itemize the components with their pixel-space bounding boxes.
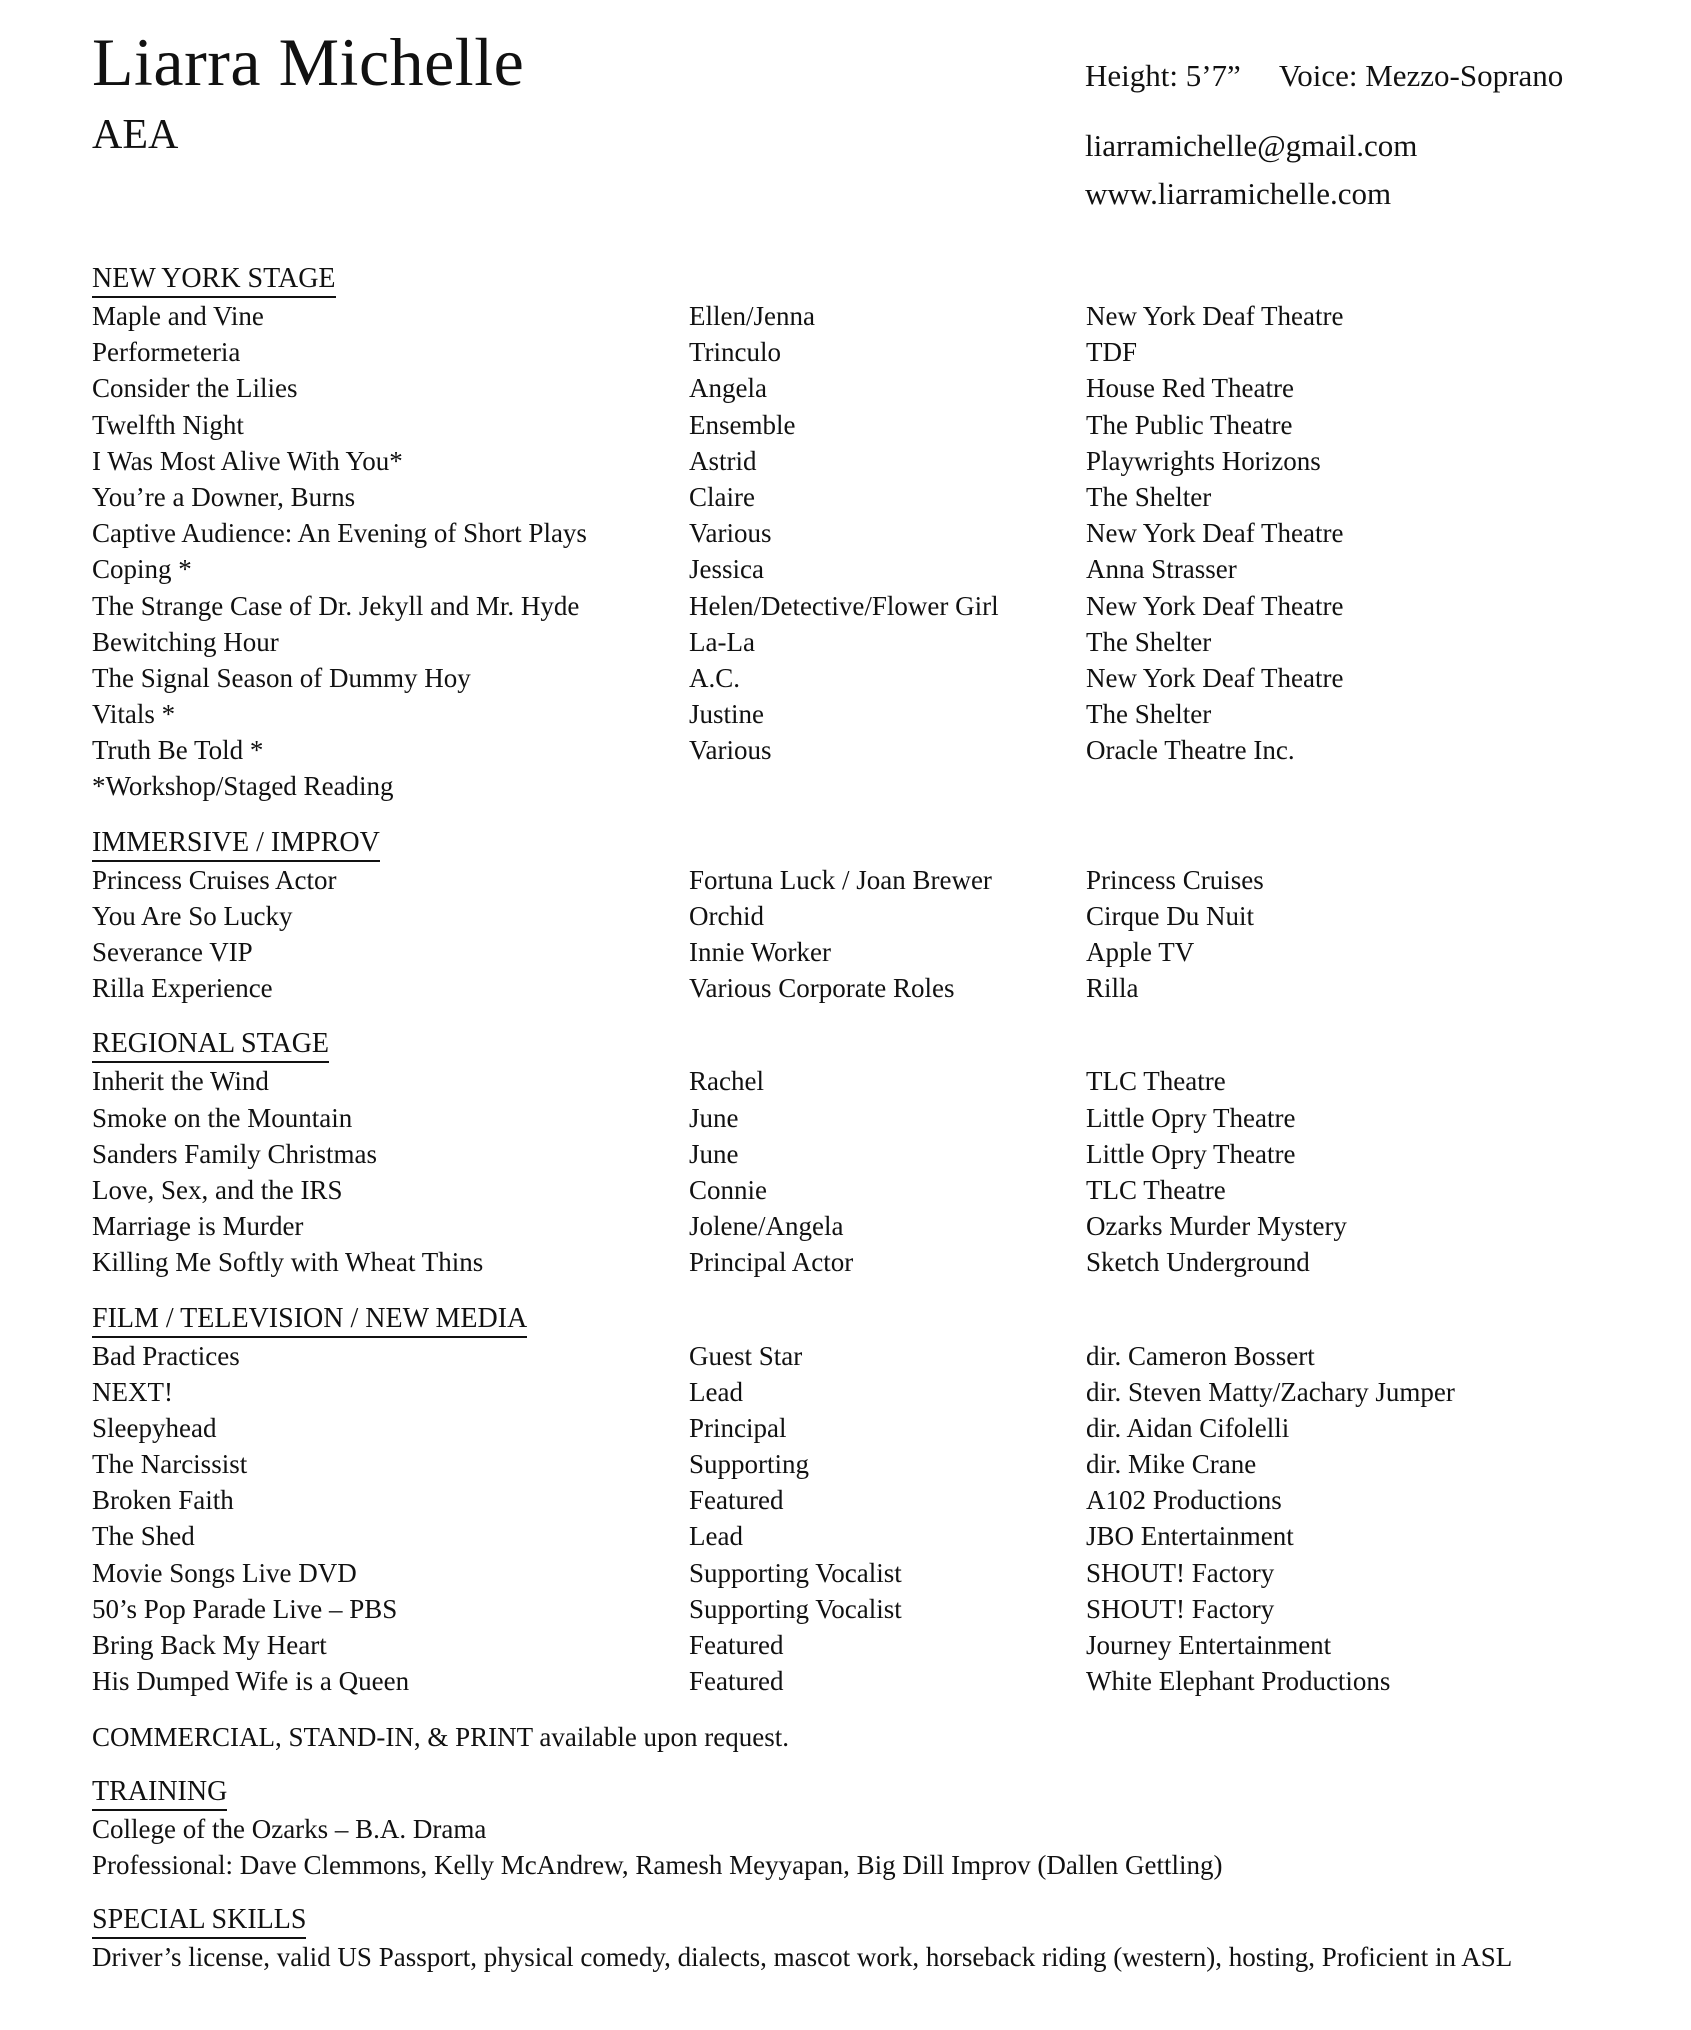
credit-role: Fortuna Luck / Joan Brewer (689, 864, 992, 895)
credit-title: Truth Be Told * (92, 735, 264, 766)
credit-row (92, 443, 1652, 479)
credit-title: The Strange Case of Dr. Jekyll and Mr. Hyde (92, 590, 580, 621)
credit-company: The Shelter (1086, 481, 1212, 512)
credit-row (92, 732, 1652, 768)
credit-company: New York Deaf Theatre (1086, 590, 1344, 621)
resume-body (92, 262, 1652, 1975)
credit-role: Guest Star (689, 1340, 803, 1371)
credit-title: Bad Practices (92, 1340, 240, 1371)
section-heading: FILM / TELEVISION / NEW MEDIA (92, 1302, 527, 1338)
credit-company: dir. Aidan Cifolelli (1086, 1412, 1290, 1443)
regional-stage-section (92, 1027, 1652, 1280)
credit-row (92, 1338, 1652, 1374)
credit-title: Consider the Lilies (92, 373, 298, 404)
email-address[interactable]: liarramichelle@gmail.com (1085, 128, 1418, 163)
credit-row (92, 298, 1652, 334)
credit-row (92, 1591, 1652, 1627)
credit-company: The Public Theatre (1086, 409, 1293, 440)
credit-company: Rilla (1086, 973, 1139, 1004)
credit-role: June (689, 1138, 739, 1169)
credit-title: Princess Cruises Actor (92, 864, 337, 895)
credit-title: NEXT! (92, 1376, 173, 1407)
credit-company: dir. Mike Crane (1086, 1449, 1257, 1480)
credit-company: New York Deaf Theatre (1086, 518, 1344, 549)
vitals-line (1085, 52, 1563, 100)
credit-title: Captive Audience: An Evening of Short Plays (92, 518, 587, 549)
training-line: Professional: Dave Clemmons, Kelly McAndrew, Ramesh Meyyapan, Big Dill Improv (Dallen Gettling) (92, 1850, 1223, 1881)
credit-row (92, 515, 1652, 551)
credit-row (92, 370, 1652, 406)
credit-row (92, 1482, 1652, 1518)
credit-role: Ellen/Jenna (689, 301, 815, 331)
credit-row (92, 660, 1652, 696)
credit-title: Smoke on the Mountain (92, 1102, 353, 1133)
actor-name: Liarra Michelle (92, 24, 525, 100)
special-skills-section (92, 1903, 1652, 1975)
credit-role: Featured (689, 1485, 784, 1516)
voice-type-text: Voice: Mezzo-Soprano (1278, 58, 1564, 93)
credit-company: JBO Entertainment (1086, 1521, 1294, 1552)
credit-title: Performeteria (92, 337, 241, 368)
credit-row (92, 1518, 1652, 1554)
credit-title: You Are So Lucky (92, 900, 293, 931)
credit-row (92, 1555, 1652, 1591)
credit-company: Little Opry Theatre (1086, 1102, 1296, 1133)
height-text: Height: 5’7” (1085, 58, 1241, 93)
credit-role: Connie (689, 1174, 767, 1205)
credit-role: Helen/Detective/Flower Girl (689, 590, 999, 621)
credit-row (92, 1663, 1652, 1699)
credit-role: Various (689, 735, 772, 766)
credit-company: SHOUT! Factory (1086, 1557, 1275, 1588)
credit-role: Principal (689, 1412, 787, 1443)
credit-company: New York Deaf Theatre (1086, 662, 1344, 693)
website-link[interactable]: www.liarramichelle.com (1085, 176, 1392, 211)
credit-role: Trinculo (689, 337, 782, 368)
credit-role: Lead (689, 1376, 743, 1407)
credit-company: Little Opry Theatre (1086, 1138, 1296, 1169)
credit-title: Love, Sex, and the IRS (92, 1174, 343, 1205)
credit-role: Supporting (689, 1449, 810, 1480)
credit-row (92, 1063, 1652, 1099)
credit-title: Maple and Vine (92, 301, 264, 331)
credit-row (92, 970, 1652, 1006)
film-television-section (92, 1302, 1652, 1700)
credit-role: Various Corporate Roles (689, 973, 955, 1004)
credit-title: Vitals * (92, 699, 176, 730)
credit-title: I Was Most Alive With You* (92, 445, 403, 476)
credit-company: SHOUT! Factory (1086, 1593, 1275, 1624)
credit-row (92, 1374, 1652, 1410)
credit-company: TDF (1086, 337, 1138, 368)
workshop-footnote: *Workshop/Staged Reading (92, 771, 394, 802)
credit-title: Movie Songs Live DVD (92, 1557, 357, 1588)
credit-row (92, 934, 1652, 970)
commercial-availability-note: COMMERCIAL, STAND-IN, & PRINT available upon request. (92, 1722, 790, 1753)
credit-row (92, 696, 1652, 732)
section-heading: SPECIAL SKILLS (92, 1903, 306, 1939)
credit-role: Claire (689, 481, 755, 512)
credit-company: New York Deaf Theatre (1086, 301, 1344, 331)
credit-company: Sketch Underground (1086, 1247, 1310, 1278)
credit-title: You’re a Downer, Burns (92, 481, 356, 512)
union-affiliation: AEA (92, 112, 179, 158)
credits-list (92, 298, 1652, 768)
credits-list (92, 862, 1652, 1007)
credit-company: Cirque Du Nuit (1086, 900, 1254, 931)
credit-title: Twelfth Night (92, 409, 244, 440)
credit-title: Broken Faith (92, 1485, 234, 1516)
credit-row (92, 1172, 1652, 1208)
credit-role: Lead (689, 1521, 743, 1552)
credit-row (92, 1208, 1652, 1244)
credit-role: Angela (689, 373, 767, 404)
credit-role: Innie Worker (689, 937, 832, 967)
credit-title: Marriage is Murder (92, 1211, 304, 1242)
credit-title: The Shed (92, 1521, 195, 1552)
credit-role: Supporting Vocalist (689, 1557, 902, 1588)
credit-role: Jolene/Angela (689, 1211, 844, 1242)
credit-title: Rilla Experience (92, 973, 273, 1004)
credit-title: Coping * (92, 554, 192, 585)
credit-role: Justine (689, 699, 765, 730)
credit-row (92, 624, 1652, 660)
skills-text: Driver’s license, valid US Passport, physical comedy, dialects, mascot work, horseback riding (western), hosting, Proficient in ASL (92, 1942, 1513, 1973)
section-heading: NEW YORK STAGE (92, 262, 336, 298)
credit-company: The Shelter (1086, 699, 1212, 730)
section-heading: IMMERSIVE / IMPROV (92, 826, 380, 862)
credit-role: Supporting Vocalist (689, 1593, 902, 1624)
credit-company: A102 Productions (1086, 1485, 1282, 1516)
credit-role: Various (689, 518, 772, 549)
credit-company: Playwrights Horizons (1086, 445, 1321, 476)
credit-company: dir. Cameron Bossert (1086, 1340, 1315, 1371)
credit-title: Sleepyhead (92, 1412, 217, 1443)
credit-role: June (689, 1102, 739, 1133)
credits-list (92, 1338, 1652, 1700)
credit-row (92, 862, 1652, 898)
credit-title: His Dumped Wife is a Queen (92, 1666, 410, 1697)
credit-company: TLC Theatre (1086, 1174, 1226, 1205)
credit-title: Killing Me Softly with Wheat Thins (92, 1247, 484, 1278)
credit-title: 50’s Pop Parade Live – PBS (92, 1593, 398, 1624)
credit-row (92, 1446, 1652, 1482)
credit-row (92, 588, 1652, 624)
contact-block (1085, 52, 1563, 218)
credit-role: Featured (689, 1666, 784, 1697)
credit-row (92, 334, 1652, 370)
credit-company: dir. Steven Matty/Zachary Jumper (1086, 1376, 1455, 1407)
training-line: College of the Ozarks – B.A. Drama (92, 1814, 487, 1845)
credit-role: Rachel (689, 1066, 764, 1097)
credit-row (92, 407, 1652, 443)
section-heading: REGIONAL STAGE (92, 1027, 329, 1063)
credit-company: House Red Theatre (1086, 373, 1294, 404)
credit-company: White Elephant Productions (1086, 1666, 1391, 1697)
credit-role: A.C. (689, 662, 741, 693)
credit-role: Ensemble (689, 409, 796, 440)
credit-title: Sanders Family Christmas (92, 1138, 377, 1169)
credit-role: Orchid (689, 900, 764, 931)
credit-role: Principal Actor (689, 1247, 854, 1278)
credit-row (92, 1136, 1652, 1172)
credit-company: TLC Theatre (1086, 1066, 1226, 1097)
credit-company: Oracle Theatre Inc. (1086, 735, 1295, 766)
credit-title: Bring Back My Heart (92, 1630, 327, 1660)
credit-company: Princess Cruises (1086, 864, 1264, 895)
credit-company: Ozarks Murder Mystery (1086, 1211, 1347, 1242)
credit-row (92, 1244, 1652, 1280)
credit-role: Jessica (689, 554, 764, 585)
credits-list (92, 1063, 1652, 1280)
credit-title: Bewitching Hour (92, 626, 279, 657)
credit-role: Featured (689, 1630, 784, 1660)
credit-row (92, 898, 1652, 934)
new-york-stage-section (92, 262, 1652, 805)
credit-title: Inherit the Wind (92, 1066, 269, 1097)
credit-company: Journey Entertainment (1086, 1630, 1332, 1660)
immersive-improv-section (92, 826, 1652, 1007)
credit-row (92, 1410, 1652, 1446)
credit-row (92, 1100, 1652, 1136)
credit-title: The Narcissist (92, 1449, 248, 1480)
credit-row (92, 1627, 1652, 1663)
credit-company: Apple TV (1086, 937, 1195, 967)
credit-role: Astrid (689, 445, 757, 476)
credit-role: La-La (689, 626, 755, 657)
credit-row (92, 551, 1652, 587)
credit-title: The Signal Season of Dummy Hoy (92, 662, 471, 693)
credit-row (92, 479, 1652, 515)
training-section (92, 1775, 1652, 1883)
section-heading: TRAINING (92, 1775, 227, 1811)
credit-company: Anna Strasser (1086, 554, 1237, 585)
credit-company: The Shelter (1086, 626, 1212, 657)
credit-title: Severance VIP (92, 937, 253, 967)
